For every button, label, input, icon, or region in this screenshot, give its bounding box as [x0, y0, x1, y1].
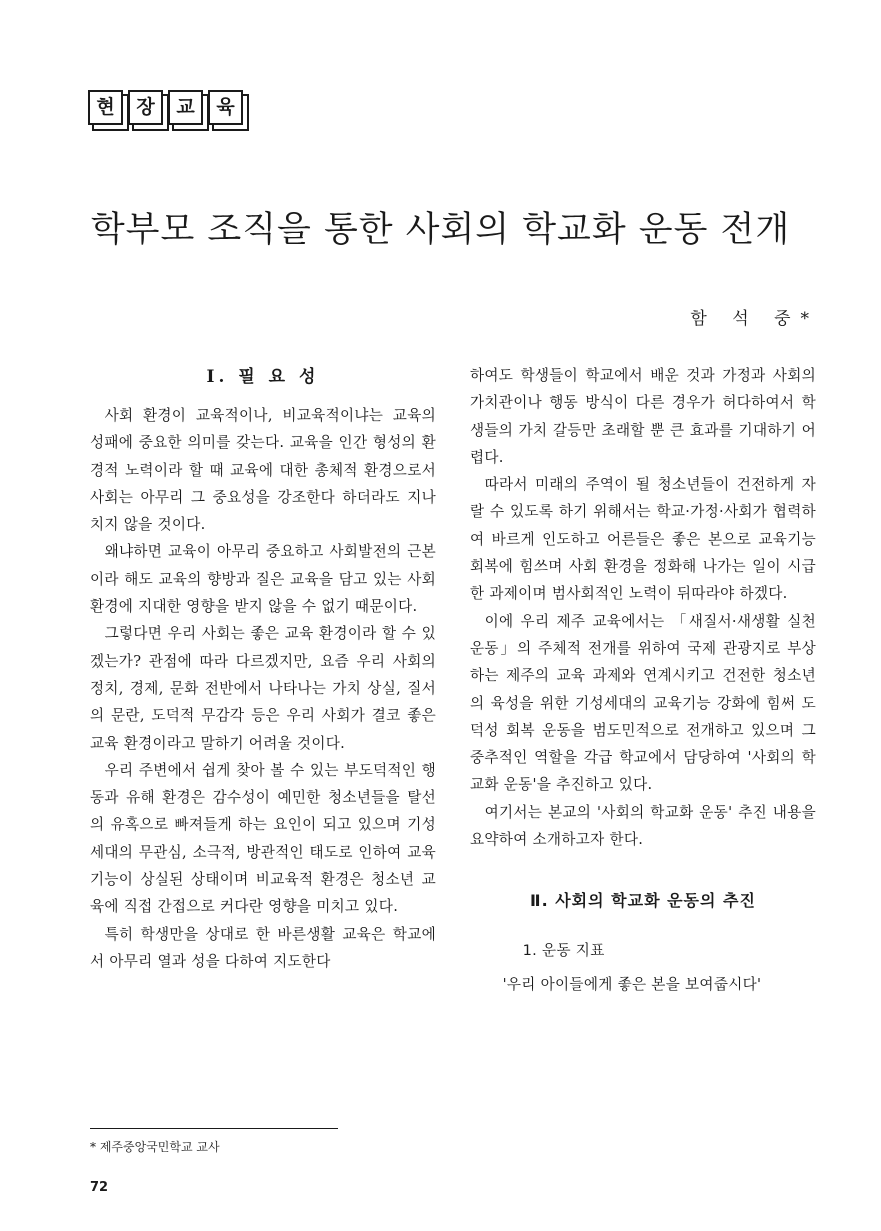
- section-heading-1: Ⅰ. 필 요 성: [206, 367, 320, 387]
- badge-char: 현: [88, 90, 123, 125]
- subheading: 1. 운동 지표: [522, 942, 605, 960]
- slogan: '우리 아이들에게 좋은 본을 보여줍시다': [502, 976, 762, 994]
- paragraph: 따라서 미래의 주역이 될 청소년들이 건전하게 자랄 수 있도록 하기 위해서는 학교·가정·사회가 협력하여 바르게 인도하고 어른들은 좋은 본으로 교육기능 회복에 힘쓰며 사회 환경을 정화해 나가는 일이 시급한 과제이며 범사회적인 노력이 뒤따라야 하겠다.: [470, 476, 816, 603]
- paragraph: 하여도 학생들이 학교에서 배운 것과 가정과 사회의 가치관이나 행동 방식이 다른 경우가 허다하여서 학생들의 가치 갈등만 초래할 뿐 큰 효과를 기대하기 어렵다.: [470, 367, 816, 466]
- paragraph: 특히 학생만을 상대로 한 바른생활 교육은 학교에서 아무리 열과 성을 다하여 지도한다: [90, 925, 436, 970]
- paragraph: 우리 주변에서 쉽게 찾아 볼 수 있는 부도덕적인 행동과 유해 환경은 감수성이 예민한 청소년들을 탈선의 유혹으로 빠져들게 하는 요인이 되고 있으며 기성 세대의 무관심, 소극적, 방관적인 태도로 인하여 교육 기능이 상실된 상태이며 비교육적 환경은 청소년 교육에 직접 간접으로 커다란 영향을 미치고 있다.: [90, 761, 436, 916]
- footnote-rule: [90, 1128, 338, 1129]
- right-column: [470, 362, 816, 999]
- badge-char: 육: [208, 90, 243, 125]
- section-badge: [88, 90, 248, 125]
- section-heading-2: Ⅱ. 사회의 학교화 운동의 추진: [530, 891, 756, 911]
- paragraph: 이에 우리 제주 교육에서는 「새질서·새생활 실천 운동」의 주체적 전개를 위하여 국제 관광지로 부상하는 제주의 교육 과제와 연계시키고 건전한 청소년의 육성을 위한 기성세대의 교육기능 강화에 힘써 도덕성 회복 운동을 범도민적으로 전개하고 있으며 그 중추적인 역할을 각급 학교에서 담당하여 '사회의 학교화 운동'을 추진하고 있다.: [470, 612, 816, 794]
- paragraph: 사회 환경이 교육적이나, 비교육적이냐는 교육의 성패에 중요한 의미를 갖는다. 교육을 인간 형성의 환경적 노력이라 할 때 교육에 대한 총체적 환경으로서 사회는 아무리 그 중요성을 강조한다 하더라도 지나치지 않을 것이다.: [90, 407, 436, 534]
- badge-char: 장: [128, 90, 163, 125]
- page-number: 72: [90, 1180, 109, 1195]
- footnote: * 제주중앙국민학교 교사: [90, 1140, 220, 1154]
- badge-char: 교: [168, 90, 203, 125]
- left-column: [90, 362, 436, 975]
- paragraph: 왜냐하면 교육이 아무리 중요하고 사회발전의 근본이라 해도 교육의 향방과 질은 교육을 담고 있는 사회 환경에 지대한 영향을 받지 않을 수 없기 때문이다.: [90, 543, 436, 616]
- article-title: 학부모 조직을 통한 사회의 학교화 운동 전개: [90, 210, 791, 250]
- paragraph: 여기서는 본교의 '사회의 학교화 운동' 추진 내용을 요약하여 소개하고자 한다.: [470, 803, 816, 849]
- author-name: 함 석 중*: [690, 309, 819, 329]
- paragraph: 그렇다면 우리 사회는 좋은 교육 환경이라 할 수 있겠는가? 관점에 따라 다르겠지만, 요즘 우리 사회의 정치, 경제, 문화 전반에서 나타나는 가치 상실, 질서의 문란, 도덕적 무감각 등은 우리 사회가 결코 좋은 교육 환경이라고 말하기 어려울 것이다.: [90, 625, 436, 752]
